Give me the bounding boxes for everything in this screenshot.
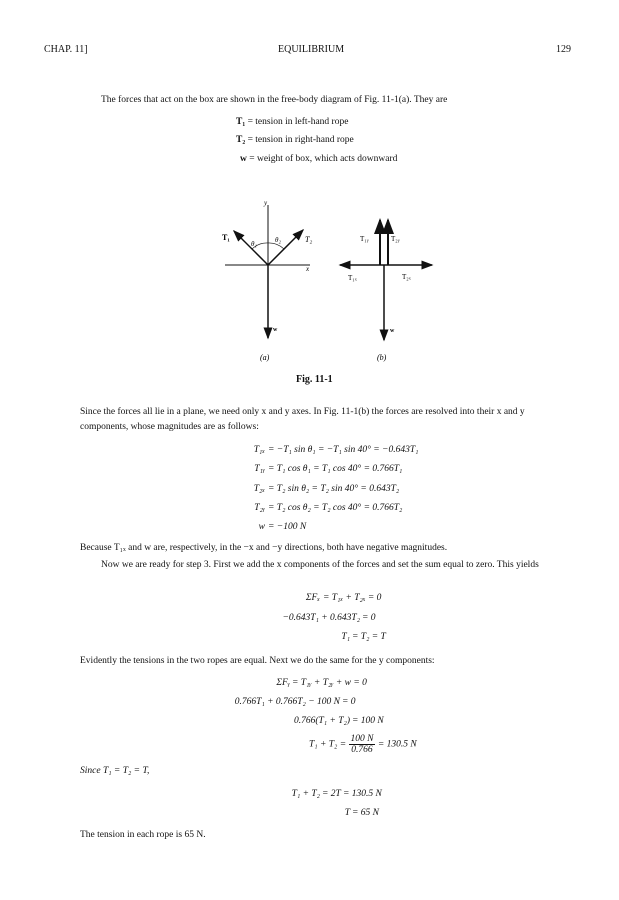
eq-rhs: = T₁ₓ + T₂ₓ = 0 [323, 593, 382, 603]
t1-label: T₁ [222, 233, 230, 242]
paragraph-y-components: Evidently the tensions in the two ropes are equal. Next we do the same for the y components: [80, 656, 435, 666]
definition-symbol: T₁ [236, 117, 246, 127]
t2y-label: T₂ᵧ [391, 235, 400, 243]
w-label: w [273, 327, 278, 333]
chapter-label: CHAP. 11] [44, 44, 88, 55]
figure-caption: Fig. 11-1 [296, 374, 333, 385]
paragraph-negative: Because T₁ₓ and w are, respectively, in the −x and −y directions, both have negative magnitudes. [80, 543, 448, 553]
paragraph-step3: Now we are ready for step 3. First we add the x components of the forces and set the sum equal to zero. This yields [101, 560, 539, 570]
eq-lhs: T [344, 808, 350, 818]
fraction-equation [309, 734, 417, 755]
fraction-denominator: 0.766 [351, 745, 373, 755]
eq-lhs: 0.766(T₁ + T₂) [293, 716, 350, 726]
theta1-label: θ₁ [251, 240, 257, 248]
intro-text: The forces that act on the box are shown in the free-body diagram of Fig. 11-1(a). They are [101, 95, 448, 105]
conclusion-text: The tension in each rope is 65 N. [80, 830, 206, 840]
t2-label: T₂ [305, 235, 313, 244]
eq-rhs: = T₂ sin θ₂ = T₂ sin 40° = 0.643T₂ [268, 484, 400, 494]
diagram-b-label: (b) [377, 353, 387, 362]
eq-lhs: T₁ + T₂ [291, 789, 320, 799]
diagram-b [340, 220, 432, 362]
eq-rhs: = 0 [342, 697, 356, 707]
paragraph-components: Since the forces all lie in a plane, we need only x and y axes. In Fig. 11-1(b) the forces are resolved into their x and y components, whose magnitudes are as follows: [80, 407, 525, 432]
diagram-a-label: (a) [260, 353, 270, 362]
page-number: 129 [556, 44, 571, 55]
t2-vector [268, 230, 303, 265]
definition-text: tension in right-hand rope [255, 135, 354, 145]
t1-vector [234, 231, 268, 265]
t1x-label: T₁ₓ [348, 274, 357, 282]
definition-symbol: T₂ [236, 135, 246, 145]
theta2-label: θ₂ [275, 236, 281, 244]
fraction [349, 734, 376, 755]
eq-lhs: −0.643T₁ + 0.643T₂ [282, 613, 360, 623]
definition-text: tension in left-hand rope [255, 117, 349, 127]
eq-rhs: = −100 N [268, 522, 307, 532]
fraction-lhs: T₁ + T₂ = [309, 739, 347, 750]
eq-rhs: = 65 N [352, 808, 379, 818]
eq-rhs: = T₁ᵧ + T₂ᵧ + w = 0 [292, 678, 367, 688]
eq-rhs: = 2T = 130.5 N [322, 789, 382, 799]
eq-rhs: = T₂ = T [352, 632, 386, 642]
eq-lhs: T₁ᵧ [254, 464, 265, 474]
since-text: Since T₁ = T₂ = T, [80, 766, 150, 776]
x-axis-label: x [306, 265, 310, 273]
definition-text: weight of box, which acts downward [256, 154, 398, 164]
definition-symbol: w [240, 154, 247, 164]
eq-lhs: T₂ₓ [253, 484, 265, 494]
t2x-label: T₂ₓ [402, 273, 411, 281]
fraction-rhs: = 130.5 N [377, 739, 417, 750]
running-title: EQUILIBRIUM [278, 44, 345, 55]
eq-rhs: = 0 [362, 613, 376, 623]
y-axis-label: y [264, 199, 268, 207]
eq-rhs: = T₁ cos θ₁ = T₁ cos 40° = 0.766T₁ [268, 464, 403, 474]
free-body-figure [0, 0, 619, 400]
definition-equals: = [247, 117, 253, 127]
eq-rhs: = 100 N [352, 716, 384, 726]
eq-rhs: = T₂ cos θ₂ = T₂ cos 40° = 0.766T₂ [268, 503, 403, 513]
definition-equals: = [247, 135, 253, 145]
fraction-numerator: 100 N [350, 734, 374, 744]
eq-lhs: ΣFᵧ [276, 678, 290, 688]
w-label-b: w [390, 328, 395, 334]
eq-lhs: w [258, 522, 265, 532]
definition-equals: = [249, 154, 255, 164]
t1y-label: T₁ᵧ [360, 235, 369, 243]
diagram-a [222, 199, 312, 362]
eq-lhs: T₂ᵧ [254, 503, 265, 513]
eq-lhs: T₁ [341, 632, 350, 642]
eq-rhs: = −T₁ sin θ₁ = −T₁ sin 40° = −0.643T₁ [268, 445, 419, 455]
eq-lhs: 0.766T₁ + 0.766T₂ − 100 N [234, 697, 340, 707]
eq-lhs: ΣFₓ [305, 593, 320, 603]
eq-lhs: T₁ₓ [253, 445, 265, 455]
